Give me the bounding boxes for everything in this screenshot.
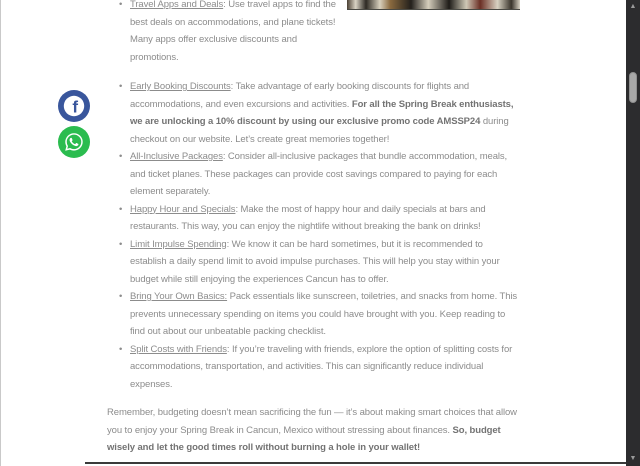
list-item-link[interactable]: Travel Apps and Deals bbox=[130, 0, 224, 10]
whatsapp-share-button[interactable] bbox=[58, 126, 90, 158]
article-content bbox=[107, 0, 521, 466]
text-segment: during checkout on our website. Let’s create great memories together! bbox=[130, 116, 509, 145]
scrollbar[interactable] bbox=[626, 0, 640, 466]
scrollbar-down-arrow-icon[interactable]: ▼ bbox=[629, 455, 637, 462]
window-left-border bbox=[0, 0, 1, 466]
scrollbar-up-arrow-icon[interactable]: ▲ bbox=[629, 3, 637, 10]
bold-text-segment: So, budget wisely and let the good times roll without burning a hole in your wallet! bbox=[107, 424, 501, 453]
text-segment: : If you’re traveling with friends, explore the option of splitting costs for accommodations, transportation, and activities. This can significantly reduce individual expenses. bbox=[130, 343, 513, 390]
svg-text:f: f bbox=[72, 97, 79, 117]
list-item bbox=[107, 288, 521, 341]
list-item bbox=[107, 201, 521, 236]
bold-text-segment: For all the Spring Break enthusiasts, we are unlocking a 10% discount by using our exclusive promo code AMSSP24 bbox=[130, 98, 514, 127]
list-item-link[interactable]: Limit Impulse Spending bbox=[130, 238, 227, 250]
list-item bbox=[107, 78, 521, 148]
facebook-share-button[interactable] bbox=[58, 90, 90, 122]
list-item-link[interactable]: Happy Hour and Specials bbox=[130, 203, 236, 215]
closing-paragraph bbox=[107, 404, 521, 457]
list-item bbox=[107, 236, 521, 289]
text-segment: : Make the most of happy hour and daily specials at bars and restaurants. This way, you can enjoy the nightlife without breaking the bank on drinks! bbox=[130, 203, 486, 232]
facebook-icon bbox=[58, 90, 90, 122]
list-item bbox=[107, 148, 521, 201]
text-segment: : Use travel apps to find the best deals on accommodations, and plane tickets! Many apps offer exclusive discounts and promotions. bbox=[130, 0, 336, 63]
list-item bbox=[107, 0, 345, 66]
list-item-link[interactable]: Early Booking Discounts bbox=[130, 81, 231, 92]
window-bottom-border bbox=[85, 462, 626, 464]
list-item-link[interactable]: Bring Your Own Basics: bbox=[130, 291, 228, 302]
text-segment: : Consider all-inclusive packages that bundle accommodation, meals, and ticket planes. These packages can provide cost savings compared to paying for each element separately. bbox=[130, 151, 508, 197]
share-bar bbox=[58, 90, 90, 162]
whatsapp-icon bbox=[58, 126, 90, 158]
text-segment: : We know it can be hard sometimes, but it is recommended to establish a daily spend limit to avoid impulse purchases. This will help you stay within your budget while still enjoying the experiences Cancun has to offer. bbox=[130, 238, 500, 285]
text-segment: Remember, budgeting doesn’t mean sacrificing the fun — it’s about making smart choices that allow you to enjoy your Spring Break in Cancun, Mexico without stressing about finances. bbox=[107, 407, 517, 436]
text-segment: Pack essentials like sunscreen, toiletries, and snacks from home. This prevents unnecessary spending on items you could have brought with you. Keep reading to find out about our unbeatable packing checklist. bbox=[130, 291, 518, 337]
list-item bbox=[107, 341, 521, 394]
list-item-link[interactable]: Split Costs with Friends bbox=[130, 343, 227, 355]
list-item-link[interactable]: All-Inclusive Packages bbox=[130, 151, 223, 162]
scrollbar-thumb[interactable] bbox=[629, 72, 637, 103]
tips-list bbox=[107, 0, 521, 393]
text-segment: : Take advantage of early booking discounts for flights and accommodations, and even excursions and activities. bbox=[130, 81, 470, 110]
